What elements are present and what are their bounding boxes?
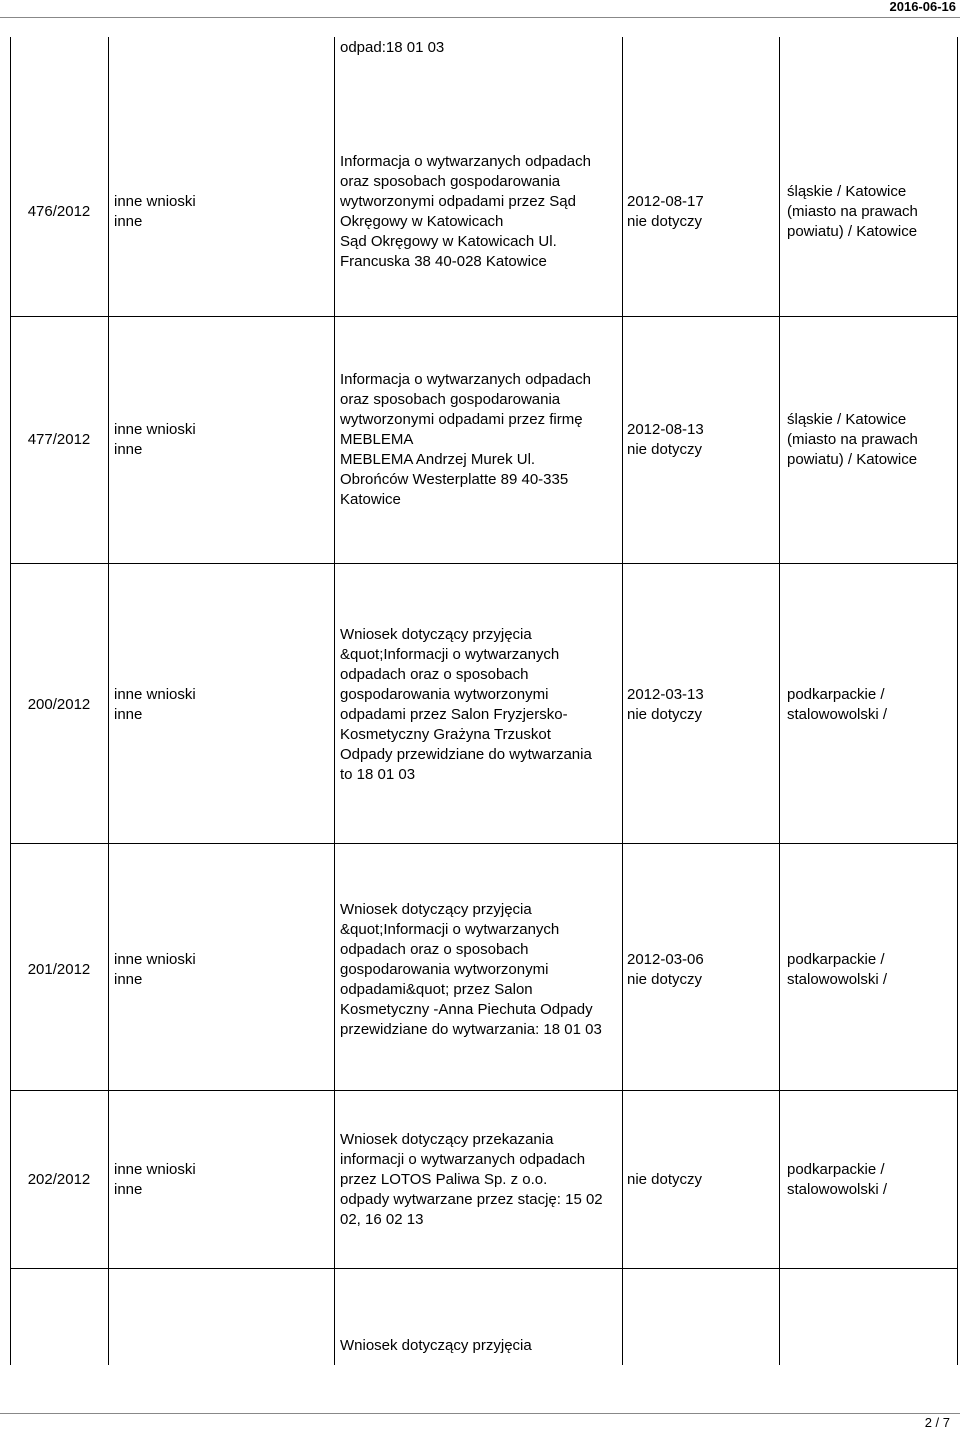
record-date-status: 2012-08-13 nie dotyczy <box>627 421 704 458</box>
record-description: Wniosek dotyczący przyjęcia &quot;Informacji o wytwarzanych odpadach oraz o sposobach gospodarowania wytworzonymi odpadami&quot; przez Salon Kosmetyczny -Anna Piechuta Odpady przewidziane do wytwarzania: 18 01 03 <box>340 900 602 1038</box>
row-divider <box>10 1268 958 1269</box>
continuation-text: odpad:18 01 03 <box>340 39 445 56</box>
record-type: inne wnioski inne <box>114 193 196 230</box>
record-type: inne wnioski inne <box>114 686 196 723</box>
record-date-status: 2012-08-17 nie dotyczy <box>627 193 704 230</box>
header-rule <box>0 17 960 18</box>
record-number: 200/2012 <box>27 696 91 713</box>
footer-rule <box>0 1413 960 1414</box>
record-region: śląskie / Katowice (miasto na prawach powiatu) / Katowice <box>787 411 918 468</box>
page-number: 2 / 7 <box>924 1415 950 1430</box>
record-region: podkarpackie / stalowowolski / <box>787 950 888 988</box>
record-date-status: 2012-03-13 nie dotyczy <box>627 686 704 723</box>
record-date-status: nie dotyczy <box>627 1171 703 1188</box>
column-divider <box>334 37 335 1365</box>
record-description: Informacja o wytwarzanych odpadach oraz sposobach gospodarowania wytworzonymi odpadami przez Sąd Okręgowy w Katowicach Sąd Okręgowy w Katowicach Ul. Francuska 38 40-028 Katowice <box>340 153 591 270</box>
row-divider <box>10 843 958 844</box>
row-divider <box>10 316 958 317</box>
record-region: śląskie / Katowice (miasto na prawach powiatu) / Katowice <box>787 183 918 240</box>
page-header-date: 2016-06-16 <box>889 0 956 14</box>
row-divider <box>10 1090 958 1091</box>
record-type: inne wnioski inne <box>114 421 196 458</box>
column-divider <box>622 37 623 1365</box>
record-region: podkarpackie / stalowowolski / <box>787 686 888 723</box>
record-description: Wniosek dotyczący przekazania informacji o wytwarzanych odpadach przez LOTOS Paliwa Sp. z o.o. odpady wytwarzane przez stację: 15 02 02, 16 02 13 <box>340 1131 603 1228</box>
record-description: Wniosek dotyczący przyjęcia &quot;Informacji o wytwarzanych odpadach oraz o sposobach gospodarowania wytworzonymi odpadami przez Salon Fryzjersko- Kosmetyczny Grażyna Trzuskot Odpady przewidziane do wytwarzania to 18 01 03 <box>340 626 592 783</box>
column-divider <box>957 37 958 1365</box>
record-number: 201/2012 <box>27 960 91 978</box>
record-number: 202/2012 <box>27 1171 91 1188</box>
column-divider <box>779 37 780 1365</box>
row-divider <box>10 563 958 564</box>
record-region: podkarpackie / stalowowolski / <box>787 1161 888 1198</box>
column-divider <box>108 37 109 1365</box>
continuation-text: Wniosek dotyczący przyjęcia <box>340 1337 532 1354</box>
record-type: inne wnioski inne <box>114 1161 196 1198</box>
record-type: inne wnioski inne <box>114 950 196 988</box>
record-number: 476/2012 <box>27 203 91 220</box>
record-date-status: 2012-03-06 nie dotyczy <box>627 950 704 988</box>
record-description: Informacja o wytwarzanych odpadach oraz sposobach gospodarowania wytworzonymi odpadami przez firmę MEBLEMA MEBLEMA Andrzej Murek Ul. Obrońców Westerplatte 89 40-335 Katowice <box>340 371 591 508</box>
record-number: 477/2012 <box>27 431 91 448</box>
